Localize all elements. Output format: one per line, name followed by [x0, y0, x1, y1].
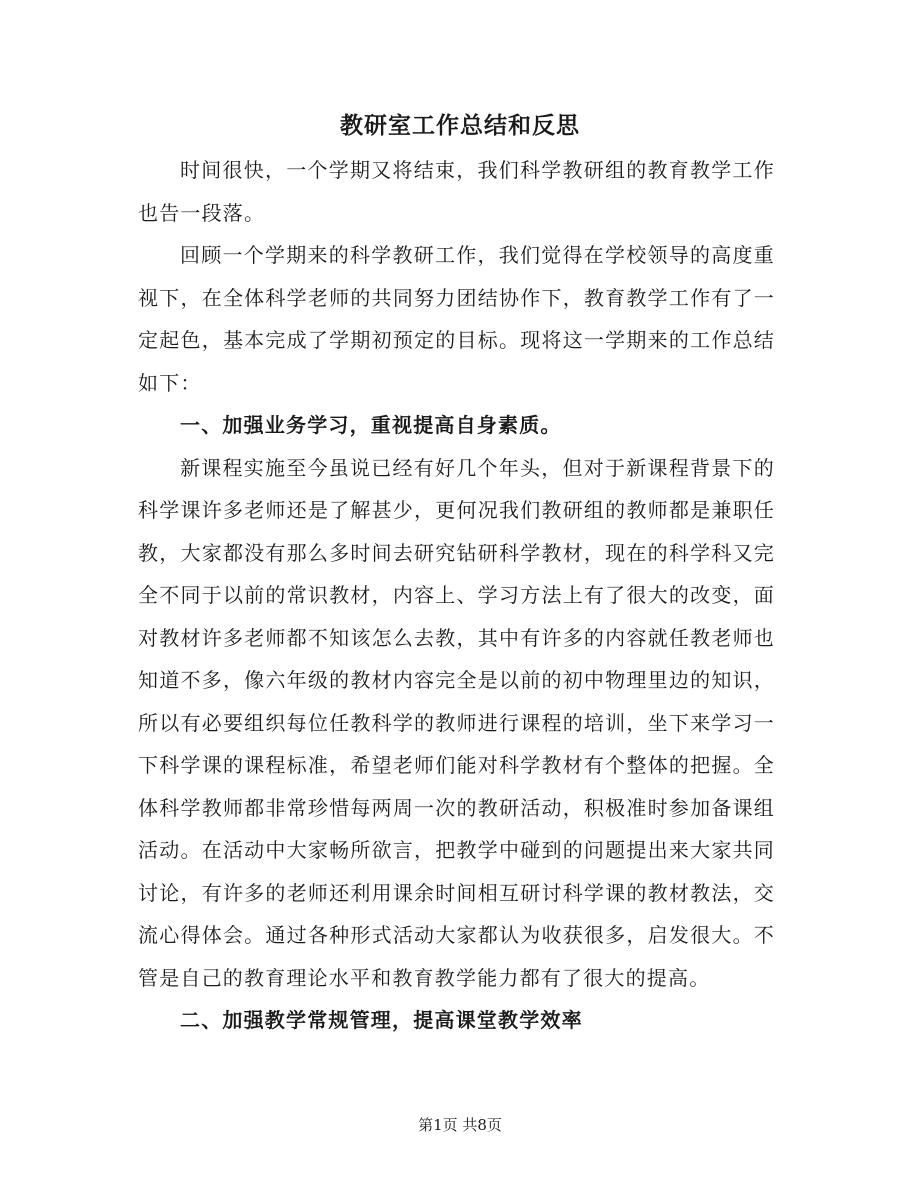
intro-paragraph: 时间很快，一个学期又将结束，我们科学教研组的教育教学工作也告一段落。: [138, 158, 775, 225]
document-title: 教研室工作总结和反思: [340, 112, 580, 139]
review-paragraph: 回顾一个学期来的科学教研工作，我们觉得在学校领导的高度重视下，在全体科学老师的共同努力团结协作下，教育教学工作有了一定起色，基本完成了学期初预定的目标。现将这一学期来的工作总结如下：: [138, 243, 775, 395]
document-body: [138, 149, 775, 1042]
section-heading-1: 一、加强业务学习，重视提高自身素质。: [180, 413, 562, 437]
section-1-paragraph: 新课程实施至今虽说已经有好几个年头，但对于新课程背景下的科学课许多老师还是了解甚少，更何况我们教研组的教师都是兼职任教，大家都没有那么多时间去研究钻研科学教材，现在的科学科又完全不同于以前的常识教材，内容上、学习方法上有了很大的改变，面对教材许多老师都不知该怎么去教，其中有许多的内容就任教老师也知道不多，像六年级的教材内容完全是以前的初中物理里边的知识，所以有必要组织每位任教科学的教师进行课程的培训，坐下来学习一下科学课的课程标准，希望老师们能对科学教材有个整体的把握。全体科学教师都非常珍惜每两周一次的教研活动，积极准时参加备课组活动。在活动中大家畅所欲言，把教学中碰到的问题提出来大家共同讨论，有许多的老师还利用课余时间相互研讨科学课的教材教法，交流心得体会。通过各种形式活动大家都认为收获很多，启发很大。不管是自己的教育理论水平和教育教学能力都有了很大的提高。: [138, 455, 775, 990]
section-heading-2: 二、加强教学常规管理，提高课堂教学效率: [180, 1008, 583, 1032]
page-number: 第1页 共8页: [418, 1116, 502, 1134]
